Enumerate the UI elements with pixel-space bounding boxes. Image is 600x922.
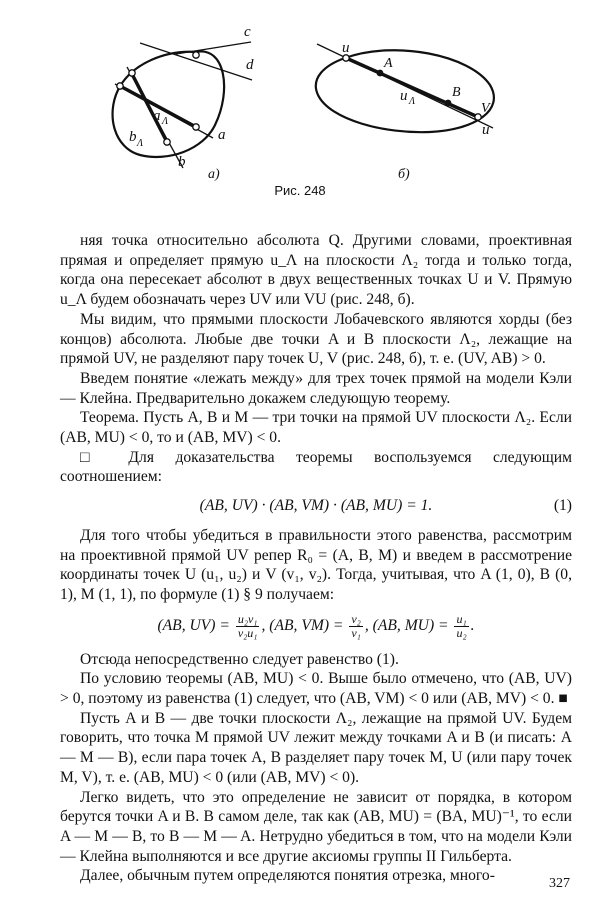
label-u-lambda: u [400, 88, 408, 104]
label-u-lambda-sub: Λ [409, 96, 416, 107]
label-u-bottom: u [482, 122, 490, 138]
label-panel-a: а) [208, 167, 220, 182]
equation-1 [60, 496, 572, 516]
label-B: B [452, 85, 461, 100]
paragraph-3: Введем понятие «лежать между» для трех точек прямой на модели Кэли — Клейна. Предварительно докажем следующую теорему. [60, 369, 572, 407]
label-A: A [384, 56, 393, 71]
paragraph-5: □ Для доказательства теоремы воспользуемся следующим соотношением: [60, 448, 572, 486]
point-a-2 [193, 124, 199, 130]
main-text [60, 231, 572, 886]
point-b-2 [164, 139, 170, 145]
eq2-frac-a [236, 613, 260, 640]
eq2-frac-a-num: u₂v₁ [237, 611, 258, 626]
eq2-frac-c-den: u₂ [456, 625, 467, 640]
point-a-1 [117, 83, 123, 89]
equation-1-number: (1) [553, 497, 572, 515]
paragraph-1: няя точка относительно абсолюта Q. Другими словами, проективная прямая и определяет прямую u_Λ на плоскости Λ₂ тогда и только тогда, когда она пересекает абсолют в двух вещественных точках U и V. Прямую u_Λ будем обозначать через UV или VU (рис. 248, б). [60, 232, 572, 309]
label-a-lambda: a [153, 108, 161, 124]
label-u-top: u [342, 40, 350, 56]
figure-caption: Рис. 248 [274, 183, 326, 198]
paragraph-11: Далее, обычным путем определяются понятия отрезка, много- [80, 867, 495, 885]
paragraph-theorem: Теорема. Пусть A, B и M — три точки на прямой UV плоскости Λ₂. Если (AB, MU) < 0, то и (AB, MV) < 0. [60, 409, 572, 447]
line-d [140, 43, 252, 80]
equation-2 [60, 613, 572, 640]
label-d: d [246, 57, 254, 73]
eq2-frac-b-den: v₁ [351, 625, 361, 640]
eq2-frac-c [454, 613, 468, 640]
eq2-part-b: , (AB, VM) = [261, 616, 344, 634]
eq2-frac-a-den: v₂u₁ [237, 625, 258, 640]
line-c [176, 42, 251, 54]
paragraph-6: Для того чтобы убедиться в правильности этого равенства, рассмотрим на проективной прямой UV репер R₀ = (A, B, M) и введем в рассмотрение координаты точек U (u₁, u₂) и V (v₁, v₂). Тогда, учитывая, что A (1, 0), B (0, 1), M (1, 1), по формуле (1) § 9 получаем: [60, 526, 572, 603]
paragraph-9: Пусть A и B — две точки плоскости Λ₂, лежащие на прямой UV. Будем говорить, что точка M прямой UV лежит между точками A и B (и писать: A — M — B), если пара точек A, B разделяет пару точек M, U (или пару точек M, V), т. е. (AB, MU) < 0 (или (AB, MV) < 0). [60, 709, 572, 786]
label-a-lambda-sub: Λ [162, 116, 169, 127]
eq2-part-c: , (AB, MU) = [364, 616, 449, 634]
point-B [445, 100, 452, 107]
eq2-end: . [470, 616, 475, 634]
label-b: b [178, 154, 186, 170]
page-number: 327 [549, 876, 570, 891]
eq2-part-a: (AB, UV) = [157, 616, 230, 634]
paragraph-8: По условию теоремы (AB, MU) < 0. Выше было отмечено, что (AB, UV) > 0, поэтому из равенства (1) следует, что (AB, VM) < 0 или (AB, MV) < 0. ■ [60, 670, 572, 708]
label-panel-b: б) [398, 167, 410, 182]
point-A [377, 70, 384, 77]
eq2-frac-c-num: u₁ [456, 611, 467, 626]
label-a: a [218, 127, 226, 143]
point-d-2 [129, 70, 135, 76]
paragraph-10: Легко видеть, что это определение не зависит от порядка, в котором берутся точки A и B. В самом деле, так как (AB, MU) = (BA, MU)⁻¹, то если A — M — B, то B — M — A. Нетрудно убедиться в том, что на модели Кэли — Клейна выполняются и все другие аксиомы группы II Гильберта. [60, 788, 572, 865]
eq2-frac-b [349, 613, 363, 640]
label-V: V [481, 101, 490, 116]
paragraph-7: Отсюда непосредственно следует равенство (1). [80, 650, 399, 668]
paragraph-2: Мы видим, что прямыми плоскости Лобачевского являются хорды (без концов) абсолюта. Любые две точки A и B плоскости Λ₂, лежащие на прямой UV, не разделяют пару точек U, V (рис. 248, б), т. е. (UV, AB) > 0. [60, 310, 572, 368]
eq2-frac-b-num: v₂ [351, 611, 361, 626]
equation-1-body: (AB, UV) · (AB, VM) · (AB, MU) = 1. [199, 497, 433, 515]
point-d-1 [193, 52, 199, 58]
label-c: c [244, 24, 251, 40]
label-b-lambda: b [129, 129, 137, 145]
label-b-lambda-sub: Λ [137, 138, 144, 149]
